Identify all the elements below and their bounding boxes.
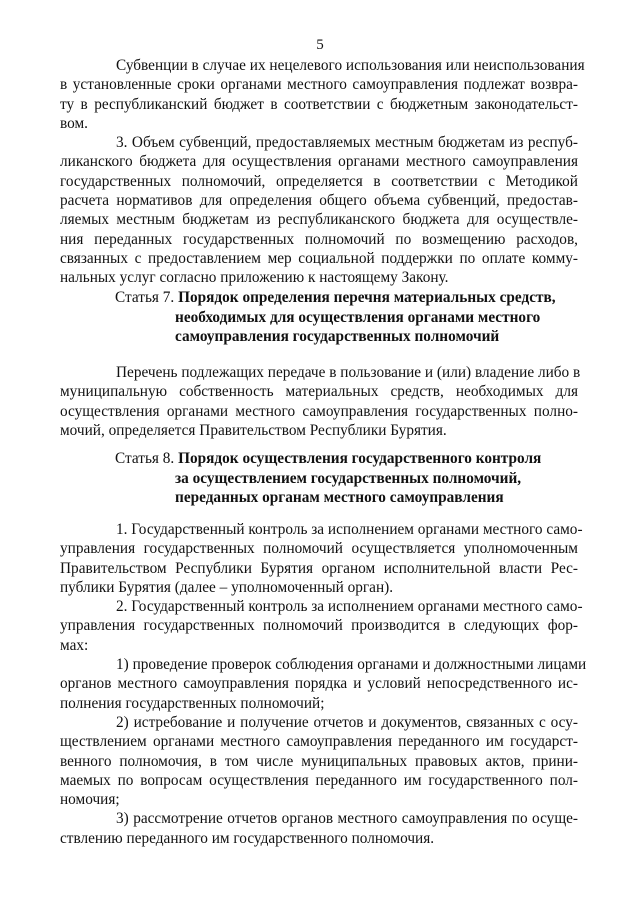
article-7-title-line: самоуправления государственных полномочий <box>175 328 500 345</box>
text-line: расчета нормативов для определения общего объема субвенций, предостав- <box>60 192 578 210</box>
text-line: номочия; <box>60 791 120 809</box>
article-8-heading <box>115 449 541 508</box>
paragraph-block-materials <box>60 363 581 440</box>
text-line: публики Бурятия (далее – уполномоченный орган). <box>60 578 394 596</box>
text-line: ния переданных государственных полномочий по возмещению расходов, <box>60 230 578 248</box>
text-line: связанных с предоставлением мер социальной поддержки по оплате комму- <box>60 249 578 267</box>
text-line: мах: <box>60 636 89 654</box>
paragraph-block-subventions <box>60 56 585 288</box>
text-line: венного полномочия, в том числе муниципальных правовых актов, прини- <box>60 752 578 770</box>
article-8-title-line: за осуществлением государственных полномочий, <box>175 469 522 487</box>
article-7-title-line: необходимых для осуществления органами местного <box>175 308 541 326</box>
text-line: 3) рассмотрение отчетов органов местного самоуправления по осуще- <box>116 810 578 828</box>
text-line: 1) проведение проверок соблюдения органами и должностными лицами <box>116 656 587 674</box>
text-line: 1. Государственный контроль за исполнением органами местного само- <box>116 521 583 538</box>
text-line: вом. <box>60 114 88 132</box>
text-line: ществлением органами местного самоуправления переданного им государст- <box>60 733 578 751</box>
text-line: муниципальную собственность материальных средств, необходимых для <box>60 383 578 401</box>
article-8-title-line: переданных органам местного самоуправления <box>175 489 504 506</box>
text-line: государственных полномочий, определяется в соответствии с Методикой <box>60 172 578 190</box>
text-line: Субвенции в случае их нецелевого использования или неиспользования <box>116 57 585 74</box>
page-number: 5 <box>316 37 324 53</box>
text-line: в установленные сроки органами местного самоуправления подлежат возвра- <box>60 76 578 94</box>
article-7-title-line: Порядок определения перечня материальных средств, <box>178 289 556 306</box>
article-8-label: Статья 8. <box>115 450 175 467</box>
paragraph-block-control <box>60 520 587 848</box>
text-line: Перечень подлежащих передаче в пользование и (или) владение либо в <box>116 364 581 381</box>
text-line: 3. Объем субвенций, предоставляемых местным бюджетам из респуб- <box>116 134 578 152</box>
text-line: управления государственных полномочий осуществляется уполномоченным <box>60 540 578 558</box>
text-line: мочий, определяется Правительством Республики Бурятия. <box>60 421 447 439</box>
article-8-title-line: Порядок осуществления государственного контроля <box>178 450 542 467</box>
text-line: осуществления органами местного самоуправления государственных полно- <box>60 402 578 420</box>
text-line: маемых по вопросам осуществления переданного им государственного пол- <box>60 771 578 789</box>
text-line: Правительством Республики Бурятия органом исполнительной власти Рес- <box>60 559 578 577</box>
text-line: полнения государственных полномочий; <box>60 694 325 712</box>
text-line: ту в республиканский бюджет в соответствии с бюджетным законодательст- <box>60 95 578 113</box>
text-line: управления государственных полномочий производится в следующих фор- <box>60 617 578 635</box>
text-line: нальных услуг согласно приложению к настоящему Закону. <box>60 269 449 287</box>
text-line: ликанского бюджета для осуществления органами местного самоуправления <box>60 153 578 171</box>
text-line: ляемых местным бюджетам из республиканского бюджета для осуществле- <box>60 211 578 229</box>
article-7-heading <box>115 288 556 347</box>
text-line: ствлению переданного им государственного полномочия. <box>60 829 435 847</box>
article-7-label: Статья 7. <box>115 289 175 306</box>
text-line: 2. Государственный контроль за исполнением органами местного само- <box>116 598 583 616</box>
text-line: 2) истребование и получение отчетов и документов, связанных с осу- <box>116 713 578 731</box>
text-line: органов местного самоуправления порядка и условий непосредственного ис- <box>60 675 578 693</box>
